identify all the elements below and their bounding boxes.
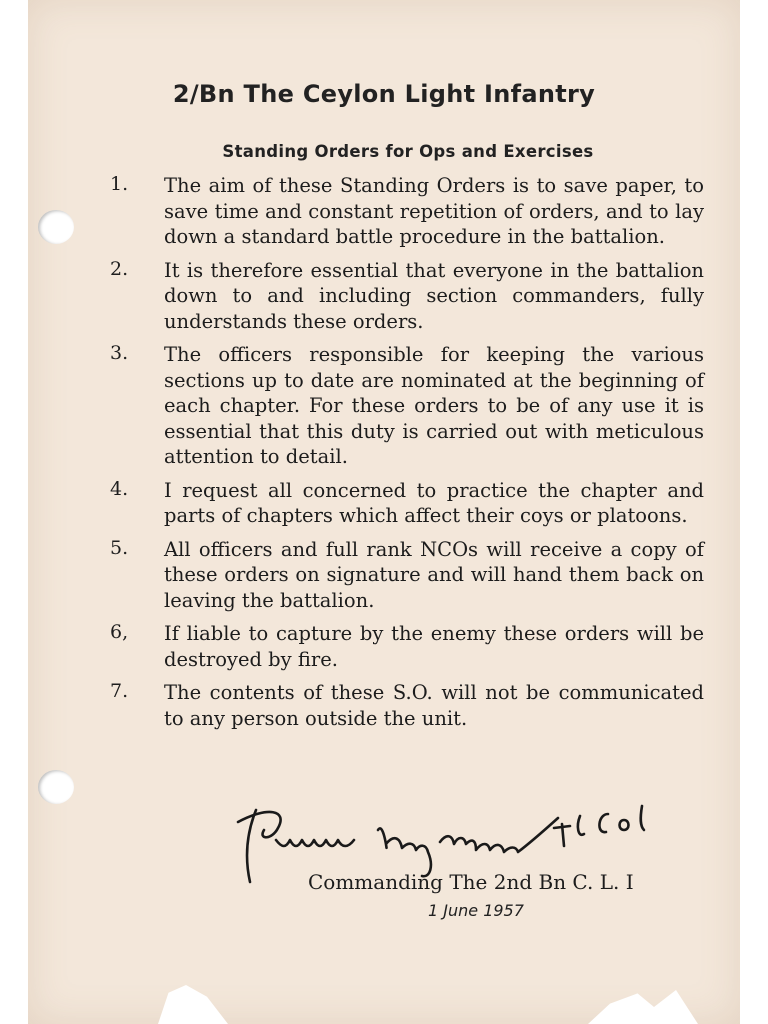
order-number: 7. [110,680,129,702]
order-item [28,342,740,470]
punch-hole [38,770,74,804]
order-item [28,173,740,250]
torn-edge [588,990,698,1024]
order-text: The aim of these Standing Orders is to save paper, to save time and constant repetition of orders, and to lay down a standard battle procedure in the battalion. [164,174,704,248]
orders-list [28,173,740,739]
order-text: The contents of these S.O. will not be communicated to any person outside the unit. [164,681,704,730]
document-date: 1 June 1957 [428,901,524,920]
order-number: 1. [110,173,129,195]
order-item [28,621,740,672]
order-item [28,478,740,529]
order-text: The officers responsible for keeping the various sections up to date are nominated at the beginning of each chapter. For these orders to be of any use it is essential that this duty is carried out with meticulous attention to detail. [164,343,704,468]
order-text: It is therefore essential that everyone in the battalion down to and including section commanders, fully understands these orders. [164,258,704,333]
order-item [28,537,740,614]
order-text: All officers and full rank NCOs will receive a copy of these orders on signature and will hand them back on leaving the battalion. [164,537,704,612]
order-item [28,258,740,335]
order-text: If liable to capture by the enemy these orders will be destroyed by fire. [164,622,704,671]
document-subtitle: Standing Orders for Ops and Exercises [222,142,594,161]
order-number: 3. [110,342,129,364]
document-title: 2/Bn The Ceylon Light Infantry [172,80,596,108]
order-item [28,680,740,731]
document-page [28,0,740,1024]
torn-edge [158,985,228,1024]
order-number: 4. [110,477,129,500]
order-number: 5. [110,536,129,559]
order-text: I request all concerned to practice the chapter and parts of chapters which affect their coys or platoons. [164,478,704,527]
order-number: 2. [110,257,129,280]
commanding-line: Commanding The 2nd Bn C. L. I [308,870,634,894]
order-number: 6, [110,621,129,643]
